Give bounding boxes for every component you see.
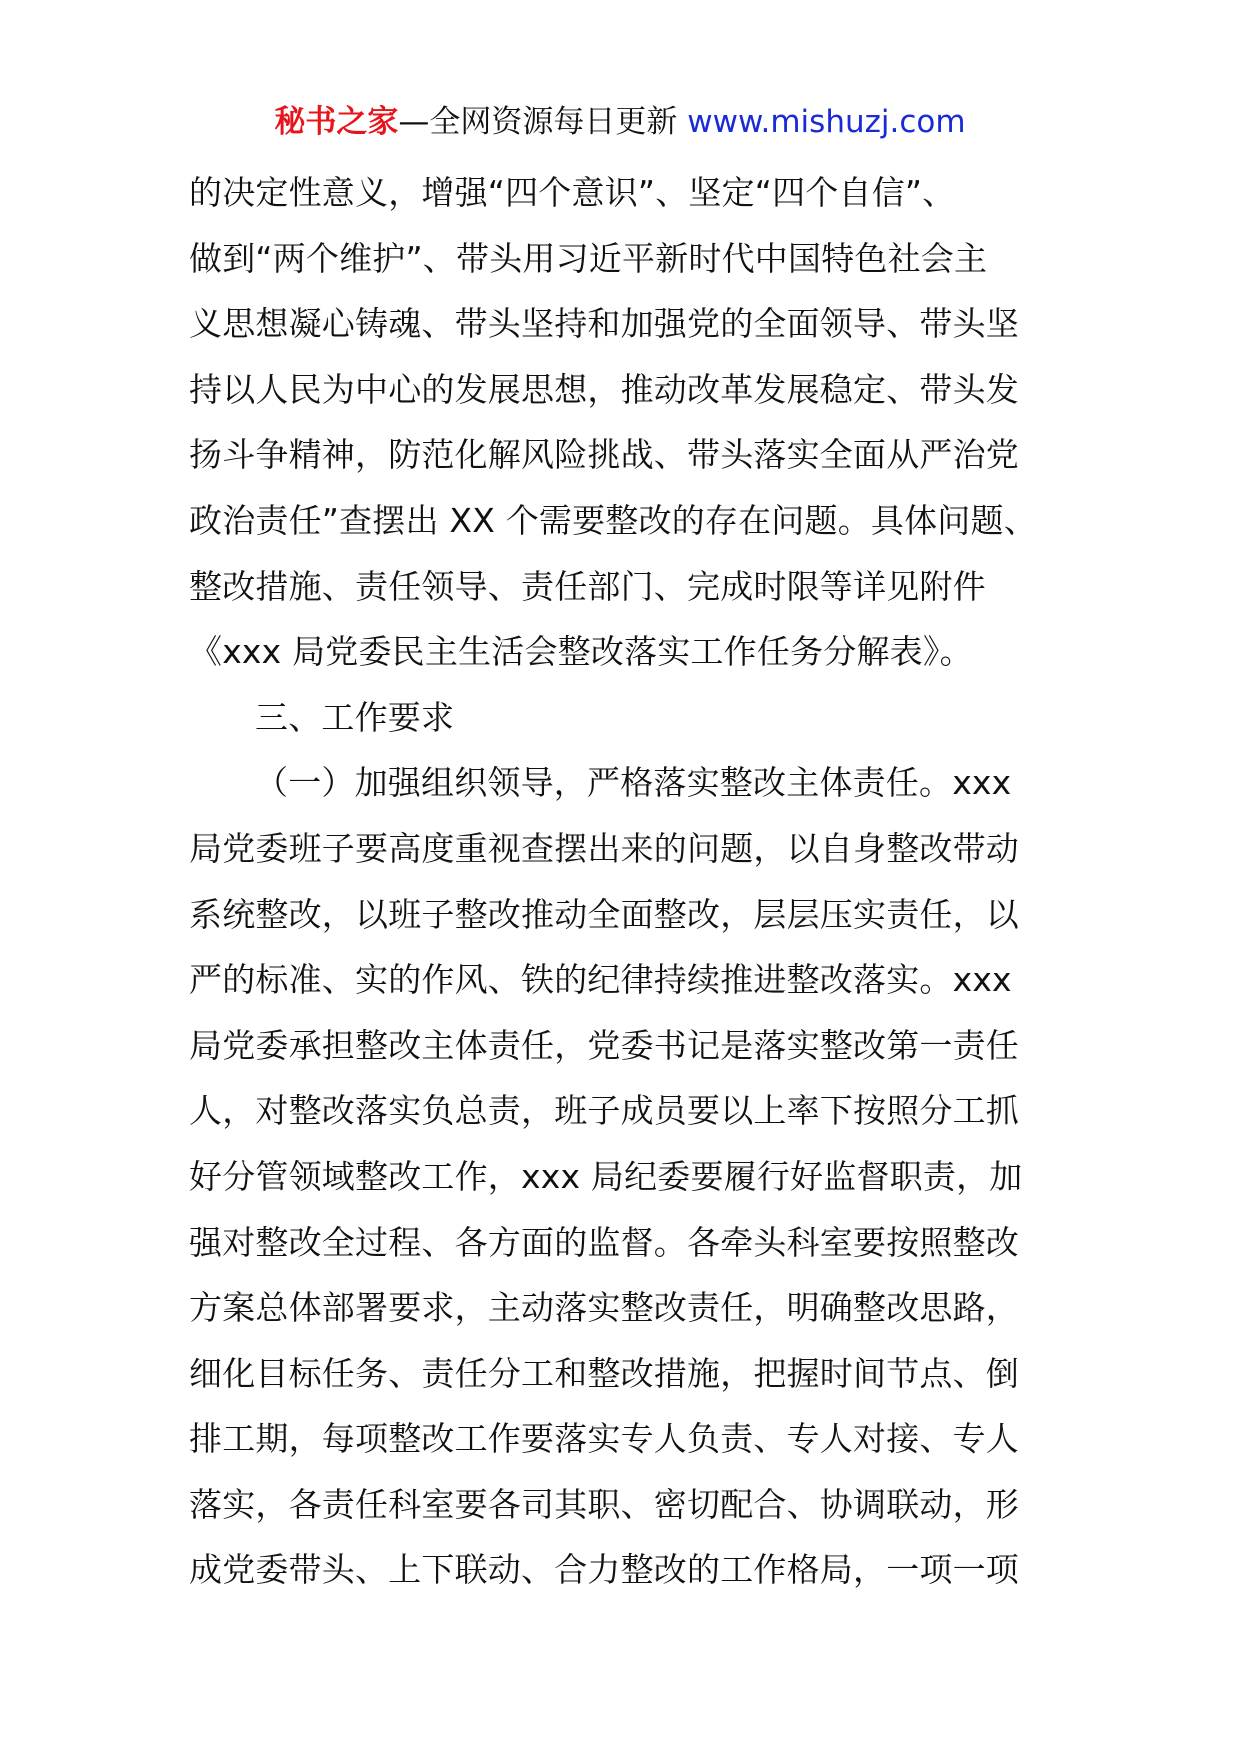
text-line: 政治责任”查摆出 XX 个需要整改的存在问题。具体问题、 xyxy=(189,500,1037,540)
text-line: 成党委带头、上下联动、合力整改的工作格局，一项一项 xyxy=(189,1550,1019,1590)
text-line: 做到“两个维护”、带头用习近平新时代中国特色社会主 xyxy=(189,238,988,278)
text-line: 持以人民为中心的发展思想，推动改革发展稳定、带头发 xyxy=(189,369,1019,409)
text-line: 排工期，每项整改工作要落实专人负责、专人对接、专人 xyxy=(189,1419,1019,1459)
text-line: 强对整改全过程、各方面的监督。各牵头科室要按照整改 xyxy=(189,1222,1019,1262)
text-line: 系统整改，以班子整改推动全面整改，层层压实责任，以 xyxy=(189,894,1019,934)
site-header xyxy=(0,100,1240,144)
text-line: 局党委承担整改主体责任，党委书记是落实整改第一责任 xyxy=(189,1025,1019,1065)
document-body xyxy=(189,160,1059,1603)
text-line: 扬斗争精神，防范化解风险挑战、带头落实全面从严治党 xyxy=(189,435,1019,475)
text-line: 局党委班子要高度重视查摆出来的问题，以自身整改带动 xyxy=(189,828,1019,868)
text-line: 落实，各责任科室要各司其职、密切配合、协调联动，形 xyxy=(189,1484,1019,1524)
site-brand: 秘书之家 xyxy=(274,104,399,140)
text-line: 的决定性意义，增强“四个意识”、坚定“四个自信”、 xyxy=(189,173,956,212)
text-line: 严的标准、实的作风、铁的纪律持续推进整改落实。xxx xyxy=(189,960,1012,1000)
subsection-heading-line: （一）加强组织领导，严格落实整改主体责任。xxx xyxy=(255,763,1012,803)
text-line: 细化目标任务、责任分工和整改措施，把握时间节点、倒 xyxy=(189,1353,1019,1393)
text-line: 《xxx 局党委民主生活会整改落实工作任务分解表》。 xyxy=(189,632,973,672)
section-heading: 三、工作要求 xyxy=(255,697,455,737)
text-line: 人，对整改落实负总责，班子成员要以上率下按照分工抓 xyxy=(189,1091,1019,1131)
text-line: 好分管领域整改工作，xxx 局纪委要履行好监督职责，加 xyxy=(189,1156,1023,1196)
site-tagline: —全网资源每日更新 xyxy=(398,104,688,140)
text-line: 义思想凝心铸魂、带头坚持和加强党的全面领导、带头坚 xyxy=(189,304,1019,344)
site-url-link[interactable]: www.mishuzj.com xyxy=(687,104,966,140)
text-line: 方案总体部署要求，主动落实整改责任，明确整改思路， xyxy=(189,1288,1019,1328)
text-line: 整改措施、责任领导、责任部门、完成时限等详见附件 xyxy=(189,566,986,606)
